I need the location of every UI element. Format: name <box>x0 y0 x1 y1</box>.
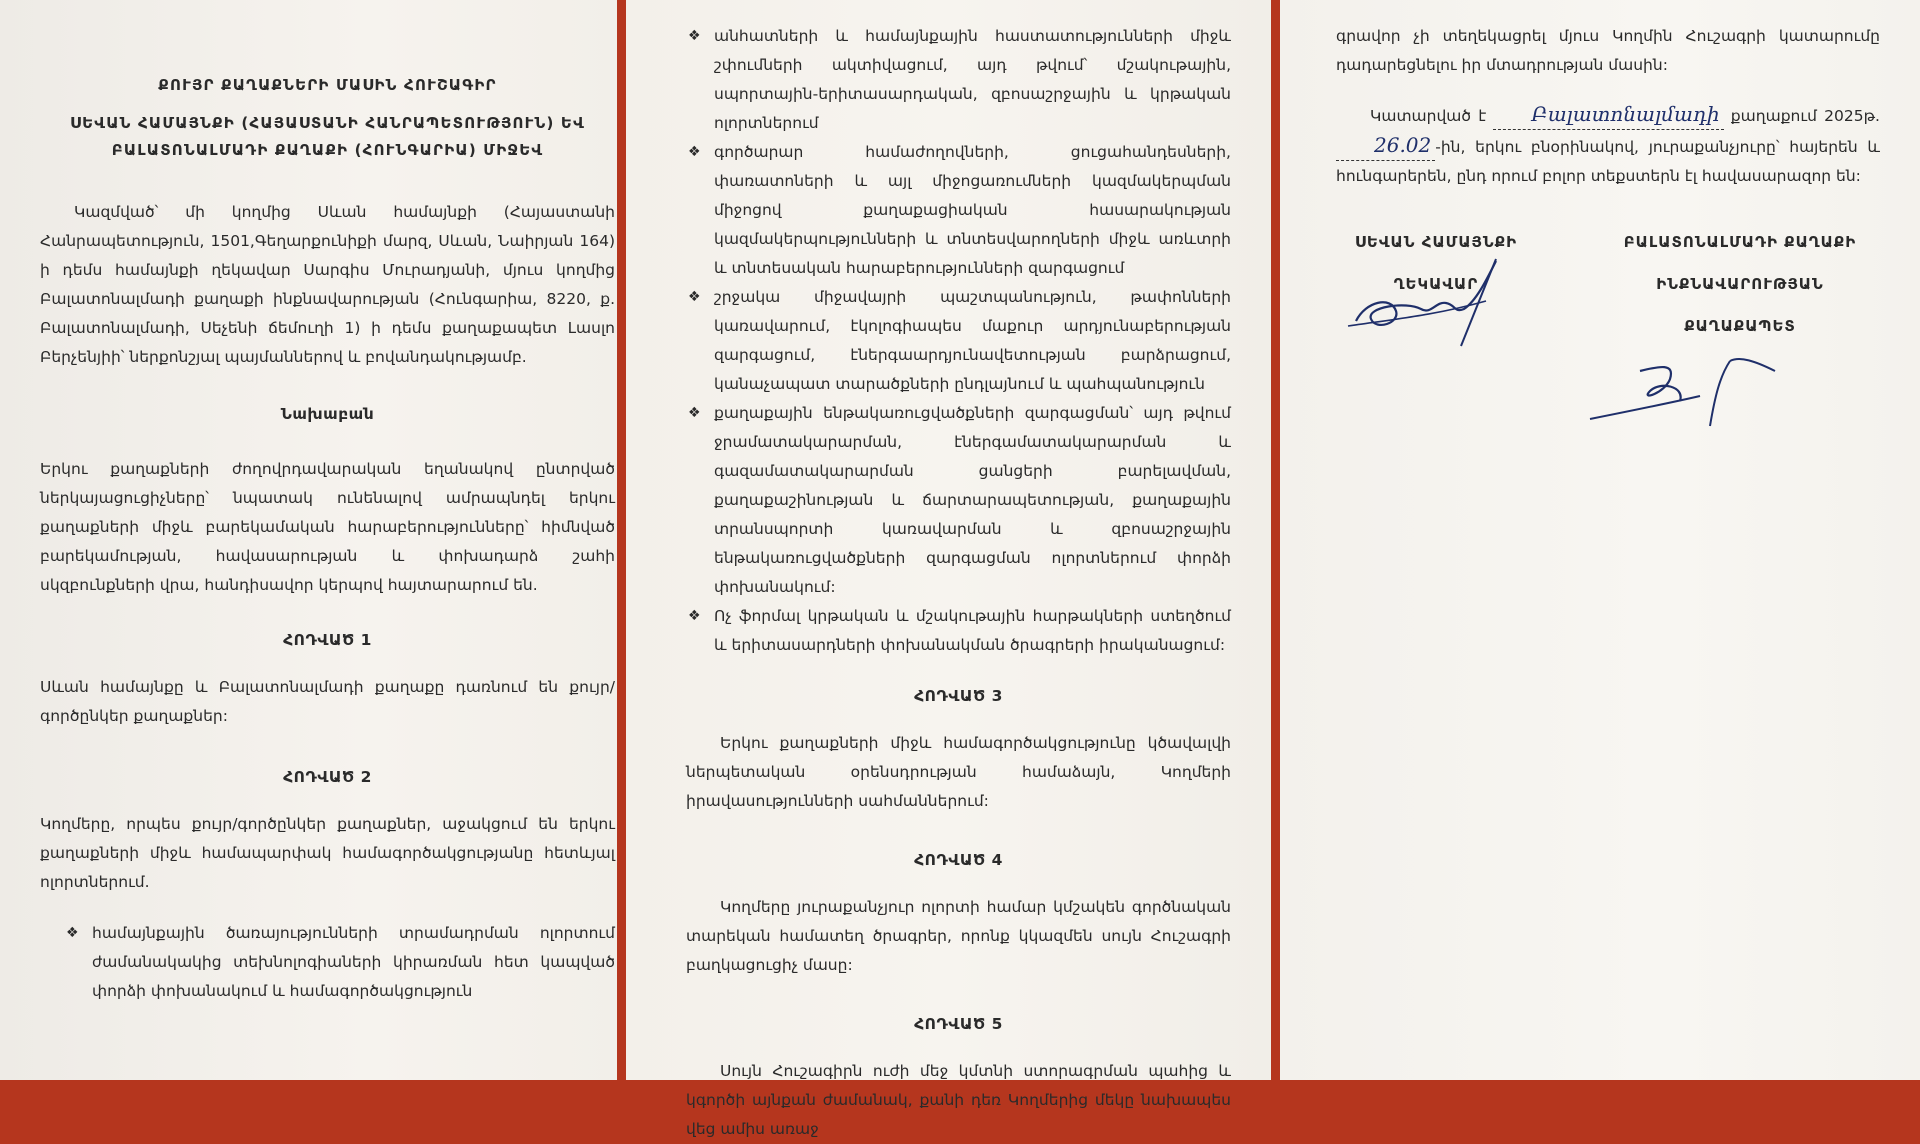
article-4-heading: ՀՈԴՎԱԾ 4 <box>914 851 1003 869</box>
signing-statement <box>1336 100 1880 191</box>
balatonalmadi-signatory-line-1: ԲԱԼԱՏՈՆԱԼՄԱԴԻ ՔԱՂԱՔԻ <box>1623 233 1857 251</box>
article-4-text: Կողմերը յուրաքանչյուր ոլորտի համար կմշակեն գործնական տարեկան համատեղ ծրագրեր, որոնք կկազմեն սույն Հուշագրի բաղկացուցիչ մասը: <box>686 898 1231 974</box>
sevan-signatory <box>1336 221 1536 347</box>
list-item: ❖ համայնքային ծառայությունների տրամադրման ոլորտում ժամանակակից տեխնոլոգիաների կիրառման հետ կապված փորձի փոխանակում և համագործակցություն <box>64 919 615 1006</box>
signed-mid: քաղաքում 2025թ. <box>1730 107 1880 125</box>
list-item: ❖ քաղաքային ենթակառուցվածքների զարգացման՝ այդ թվում ջրամատակարարման, էներգամատակարարման և գազամատակարարման ցանցերի բարելավման, քաղաքաշինության և ճարտարապետության, քաղաքային տրանսպորտի կառավարման և զբոսաշրջային ենթակառուցվածքների զարգացման ոլորտներում փորձի փոխանակում: <box>686 399 1231 602</box>
signed-place-handwritten: Բալատոնալմադի <box>1493 100 1723 130</box>
signed-prefix: Կատարված է <box>1370 107 1487 125</box>
preamble-heading: Նախաբան <box>280 405 375 423</box>
page-1-content <box>40 70 615 1006</box>
signed-suffix: -ին, երկու բնօրինակով, յուրաքանչյուրը՝ հայերեն և հունգարերեն, ընդ որում բոլոր տեքստերն էլ հավասարազոր են: <box>1336 138 1880 185</box>
article-5-continuation: գրավոր չի տեղեկացրել մյուս Կողմին Հուշագրի կատարումը դադարեցնելու իր մտադրության մասին: <box>1336 27 1880 74</box>
article-1-text: Սևան համայնքը և Բալատոնալմադի քաղաքը դառնում են քույր/գործընկեր քաղաքներ: <box>40 678 615 725</box>
document-title: ՔՈՒՅՐ ՔԱՂԱՔՆԵՐԻ ՄԱՍԻՆ ՀՈՒՇԱԳԻՐ <box>158 76 497 94</box>
sevan-signatory-line-2: ՂԵԿԱՎԱՐ <box>1393 275 1479 293</box>
document-page-2 <box>626 0 1271 1138</box>
article-2-text: Կողմերը, որպես քույր/գործընկեր քաղաքներ, աջակցում են երկու քաղաքների միջև համապարփակ համագործակցությանը հետևյալ ոլորտներում. <box>40 815 615 891</box>
list-item: ❖ գործարար համաժողովների, ցուցահանդեսների, փառատոների և այլ միջոցառումների կազմակերպման միջոցով քաղաքացիական հասարակության կազմակերպությունների և տնտեսվարողների միջև առևտրի և տնտեսական հարաբերությունների զարգացում <box>686 138 1231 283</box>
article-2-bullets-page1 <box>64 919 615 1006</box>
document-page-3 <box>1280 0 1920 1080</box>
balatonalmadi-signatory-line-2: ԻՆՔՆԱՎԱՐՈՒԹՅԱՆ <box>1656 275 1824 293</box>
balatonalmadi-signature-icon <box>1580 341 1800 431</box>
article-3-heading: ՀՈԴՎԱԾ 3 <box>914 687 1003 705</box>
article-5-heading: ՀՈԴՎԱԾ 5 <box>914 1015 1003 1033</box>
sevan-signature-icon <box>1336 241 1526 351</box>
document-page-1 <box>0 0 617 1080</box>
article-1-heading: ՀՈԴՎԱԾ 1 <box>283 631 372 649</box>
article-2-heading: ՀՈԴՎԱԾ 2 <box>283 768 372 786</box>
list-item: ❖ Ոչ ֆորմալ կրթական և մշակութային հարթակների ստեղծում և երիտասարդների փոխանակման ծրագրերի իրականացում: <box>686 602 1231 660</box>
article-3-text: Երկու քաղաքների միջև համագործակցությունը կծավալվի ներպետական օրենսդրության համաձայն, Կողմերի իրավասությունների սահմաններում: <box>686 734 1231 810</box>
intro-paragraph: Կազմված՝ մի կողմից Սևան համայնքի (Հայաստանի Հանրապետություն, 1501,Գեղարքունիքի մարզ, Սևան, Նաիրյան 164) ի դեմս համայնքի ղեկավար Սարգիս Մուրադյանի, մյուս կողմից Բալատոնալմադի քաղաքի ինքնավարության (Հունգարիա, 8220, ք. Բալատոնալմադի, Սեչենի ճեմուղի 1) ի դեմս քաղաքապետ Լասլո Բերչենյիի՝ ներքոնշյալ պայմաններով և բովանդակությամբ. <box>40 203 615 366</box>
list-item: ❖ շրջակա միջավայրի պաշտպանություն, թափոնների կառավարում, էկոլոգիապես մաքուր արդյունաբերության զարգացում, էներգաարդյունավետության բարձրացում, կանաչապատ տարածքների ընդլայնում և պահպանություն <box>686 283 1231 399</box>
document-subtitle: ՍԵՎԱՆ ՀԱՄԱՅՆՔԻ (ՀԱՅԱՍՏԱՆԻ ՀԱՆՐԱՊԵՏՈՒԹՅՈՒՆ) ԵՎ ԲԱԼԱՏՈՆԱԼՄԱԴԻ ՔԱՂԱՔԻ (ՀՈՒՆԳԱՐԻԱ) ՄԻՋԵՎ <box>70 114 585 159</box>
balatonalmadi-signatory <box>1610 221 1870 347</box>
signed-date-handwritten: 26.02 <box>1336 131 1435 161</box>
article-2-bullets-page2 <box>686 22 1231 660</box>
preamble-paragraph: Երկու քաղաքների ժողովրդավարական եղանակով ընտրված ներկայացուցիչները՝ նպատակ ունենալով ամրապնդել երկու քաղաքների միջև բարեկամական հարաբերությունները՝ հիմնված բարեկամության, հավասարության և փոխադարձ շահի սկզբունքների վրա, հանդիսավոր կերպով հայտարարում են. <box>40 460 615 594</box>
signature-block <box>1336 221 1880 347</box>
list-item: ❖ անհատների և համայնքային հաստատությունների միջև շփումների ակտիվացում, այդ թվում՝ մշակութային, սպորտային-երիտասարդական, զբոսաշրջային և կրթական ոլորտներում <box>686 22 1231 138</box>
article-5-text: Սույն Հուշագիրն ուժի մեջ կմտնի ստորագրման պահից և կգործի այնքան ժամանակ, քանի դեռ Կողմերից մեկը նախապես վեց ամիս առաջ <box>686 1062 1231 1138</box>
sevan-signatory-line-1: ՍԵՎԱՆ ՀԱՄԱՅՆՔԻ <box>1354 233 1518 251</box>
balatonalmadi-signatory-line-3: ՔԱՂԱՔԱՊԵՏ <box>1684 317 1796 335</box>
